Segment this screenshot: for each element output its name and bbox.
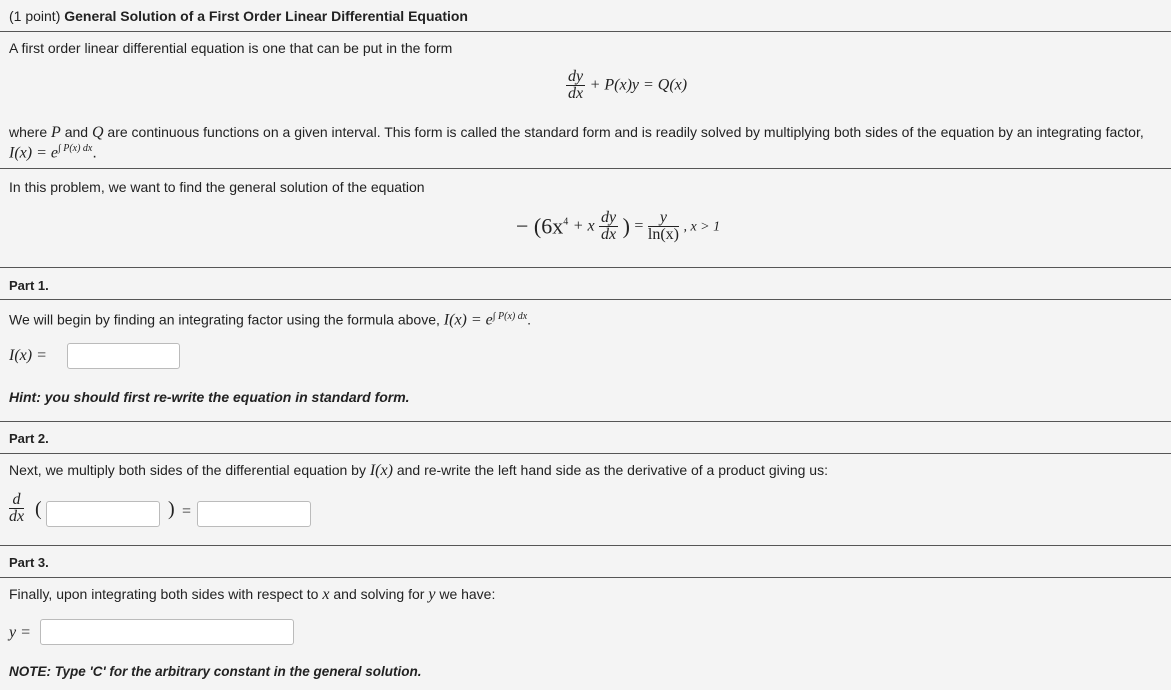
where-text: where P and Q are continuous functions on a given interval. This form is called the standard form and is readily solved by multiplying both sides of the equation by an integrating factor, bbox=[9, 124, 1144, 141]
part3-text: Finally, upon integrating both sides with respect to x and solving for y we have: bbox=[9, 586, 496, 603]
divider bbox=[0, 267, 1171, 268]
part3-answer-label: y = bbox=[9, 624, 31, 641]
divider bbox=[0, 577, 1171, 578]
part1-answer-label: I(x) = bbox=[9, 347, 47, 364]
problem-points: (1 point) bbox=[9, 8, 61, 24]
intro-text: A first order linear differential equation is one that can be put in the form bbox=[9, 40, 453, 56]
product-input[interactable] bbox=[46, 501, 160, 527]
equals-sign: = bbox=[182, 503, 192, 520]
part1-hint: Hint: you should first re-write the equation in standard form. bbox=[9, 389, 410, 405]
dy-dx-fraction: $\frac{dy}{dx}$ bbox=[568, 68, 584, 102]
part3-heading: Part 3. bbox=[9, 555, 49, 570]
divider bbox=[0, 545, 1171, 546]
problem-header bbox=[9, 8, 468, 24]
standard-form-rest: + P(x)y = Q(x) bbox=[589, 76, 688, 94]
close-paren: ) bbox=[168, 498, 175, 520]
problem-statement-text: In this problem, we want to find the general solution of the equation bbox=[9, 179, 425, 195]
divider bbox=[0, 168, 1171, 169]
target-equation: − ($6x^4 + x$ $\frac{dy}{dx}$ ) = $\frac{y}{\ln(x)}$ , x > 1 bbox=[516, 209, 721, 243]
problem-title: General Solution of a First Order Linear Differential Equation bbox=[64, 8, 468, 24]
divider bbox=[0, 421, 1171, 422]
general-solution-input[interactable] bbox=[40, 619, 294, 645]
standard-form-equation bbox=[566, 69, 687, 102]
d-dx-operator: $\frac{d}{dx}$ bbox=[9, 491, 25, 525]
part1-heading: Part 1. bbox=[9, 278, 49, 293]
integrating-factor-formula: $I(x) = e^{\int P(x) dx}$. bbox=[9, 143, 97, 162]
part2-text: Next, we multiply both sides of the differential equation by I(x) and re-write the left hand side as the derivative of a product giving us: bbox=[9, 462, 828, 479]
rhs-input[interactable] bbox=[197, 501, 311, 527]
part2-heading: Part 2. bbox=[9, 431, 49, 446]
part1-text: We will begin by finding an integrating factor using the formula above, $I(x) = e^{\int P(x) dx}$. bbox=[9, 311, 532, 329]
integrating-factor-input[interactable] bbox=[67, 343, 180, 369]
part3-note: NOTE: Type 'C' for the arbitrary constant in the general solution. bbox=[9, 664, 422, 679]
divider bbox=[0, 31, 1171, 32]
open-paren: ( bbox=[35, 498, 42, 520]
divider bbox=[0, 453, 1171, 454]
divider bbox=[0, 299, 1171, 300]
